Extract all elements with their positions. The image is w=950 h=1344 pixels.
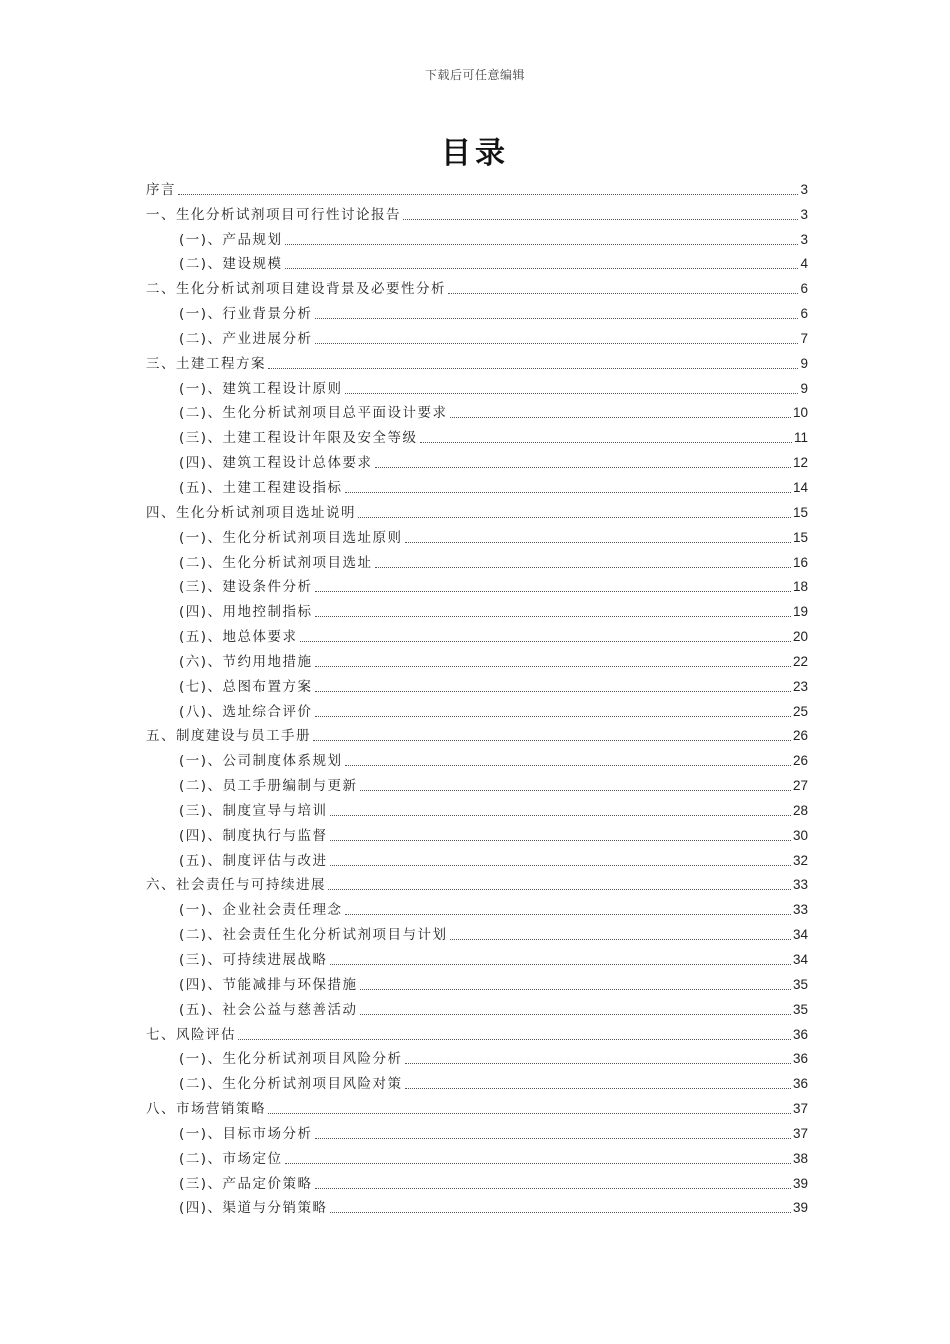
toc-entry[interactable]: [146, 1044, 808, 1069]
toc-entry-label: 八、市场营销策略: [146, 1101, 266, 1118]
toc-entry-label: (二)、社会责任生化分析试剂项目与计划: [179, 927, 448, 944]
toc-entry[interactable]: [146, 497, 808, 522]
toc-entry[interactable]: [146, 174, 808, 199]
toc-entry-label: (二)、市场定位: [179, 1150, 283, 1167]
toc-entry[interactable]: [146, 422, 808, 447]
toc-entry-page: 14: [792, 479, 808, 495]
toc-entry[interactable]: [146, 944, 808, 969]
toc-entry[interactable]: [146, 224, 808, 249]
toc-entry-page: 15: [792, 529, 808, 545]
toc-entry[interactable]: [146, 1143, 808, 1168]
toc-entry-label: (五)、制度评估与改进: [179, 852, 328, 869]
toc-leader-dots: [405, 1062, 791, 1064]
toc-entry[interactable]: [146, 1168, 808, 1193]
toc-entry-page: 35: [792, 1001, 808, 1017]
toc-entry-label: (四)、节能减排与环保措施: [179, 976, 358, 993]
toc-leader-dots: [360, 988, 791, 990]
toc-entry-label: 三、土建工程方案: [146, 355, 266, 372]
toc-leader-dots: [285, 1162, 791, 1164]
toc-entry[interactable]: [146, 820, 808, 845]
toc-entry-label: (四)、用地控制指标: [179, 604, 313, 621]
toc-entry-page: 19: [792, 604, 808, 620]
toc-entry[interactable]: [146, 870, 808, 895]
toc-entry-label: (一)、企业社会责任理念: [179, 902, 343, 919]
toc-leader-dots: [238, 1038, 791, 1040]
toc-entry-label: (三)、建设条件分析: [179, 579, 313, 596]
toc-entry-label: (五)、地总体要求: [179, 629, 298, 646]
toc-entry-label: (一)、目标市场分析: [179, 1125, 313, 1142]
toc-entry-label: 二、生化分析试剂项目建设背景及必要性分析: [146, 281, 446, 298]
toc-entry[interactable]: [146, 894, 808, 919]
toc-entry[interactable]: [146, 373, 808, 398]
toc-entry-page: 4: [800, 256, 808, 272]
toc-entry-label: (一)、行业背景分析: [179, 306, 313, 323]
toc-entry-label: (二)、生化分析试剂项目风险对策: [179, 1076, 403, 1093]
toc-leader-dots: [268, 367, 798, 369]
toc-entry[interactable]: [146, 447, 808, 472]
toc-entry-page: 39: [792, 1175, 808, 1191]
toc-leader-dots: [315, 690, 791, 692]
toc-leader-dots: [285, 243, 799, 245]
toc-entry[interactable]: [146, 845, 808, 870]
toc-entry-label: 四、生化分析试剂项目选址说明: [146, 504, 356, 521]
toc-entry-page: 10: [792, 405, 808, 421]
toc-entry-page: 15: [792, 504, 808, 520]
toc-entry-page: 3: [800, 231, 808, 247]
toc-leader-dots: [330, 1211, 791, 1213]
toc-leader-dots: [330, 814, 791, 816]
toc-entry-label: (一)、公司制度体系规划: [179, 753, 343, 770]
toc-entry[interactable]: [146, 770, 808, 795]
toc-entry-label: 五、制度建设与员工手册: [146, 728, 311, 745]
toc-entry-page: 11: [793, 430, 808, 446]
toc-entry-label: (三)、制度宣导与培训: [179, 802, 328, 819]
toc-leader-dots: [315, 1187, 791, 1189]
toc-entry-page: 35: [792, 976, 808, 992]
toc-entry-page: 34: [792, 952, 808, 967]
toc-entry-page: 33: [792, 877, 808, 893]
toc-entry[interactable]: [146, 323, 808, 348]
page-title: 目录: [441, 136, 509, 171]
toc-entry[interactable]: [146, 969, 808, 994]
toc-entry[interactable]: [146, 919, 808, 944]
toc-leader-dots: [315, 342, 799, 344]
toc-entry[interactable]: [146, 1068, 808, 1093]
toc-entry-page: 37: [792, 1125, 808, 1141]
toc-entry-label: 六、社会责任与可持续进展: [146, 877, 326, 894]
toc-entry[interactable]: [146, 745, 808, 770]
toc-entry-label: (一)、生化分析试剂项目选址原则: [179, 529, 403, 546]
toc-entry-label: (四)、制度执行与监督: [179, 827, 328, 844]
toc-entry-label: (四)、建筑工程设计总体要求: [179, 455, 373, 472]
toc-entry-label: (三)、土建工程设计年限及安全等级: [179, 430, 418, 447]
toc-entry-label: (二)、建设规模: [179, 256, 283, 273]
toc-entry[interactable]: [146, 398, 808, 423]
toc-leader-dots: [420, 441, 792, 443]
toc-entry[interactable]: [146, 1193, 808, 1218]
toc-entry-label: 一、生化分析试剂项目可行性讨论报告: [146, 206, 401, 223]
toc-entry-page: 20: [792, 629, 808, 645]
toc-entry-page: 25: [792, 703, 808, 719]
toc-entry-page: 23: [792, 678, 808, 694]
toc-entry-page: 3: [800, 181, 808, 197]
toc-entry[interactable]: [146, 696, 808, 721]
toc-leader-dots: [450, 938, 791, 940]
toc-entry[interactable]: [146, 199, 808, 224]
toc-entry-page: 26: [792, 728, 808, 744]
toc-entry-label: (一)、生化分析试剂项目风险分析: [179, 1051, 403, 1068]
toc-entry-label: (二)、产业进展分析: [179, 330, 313, 347]
toc-entry-label: 序言: [146, 181, 176, 198]
toc-leader-dots: [328, 888, 791, 890]
toc-entry-page: 18: [792, 579, 808, 595]
toc-leader-dots: [330, 864, 791, 866]
toc-entry-page: 36: [792, 1026, 808, 1042]
header-note: 下载后可任意编辑: [424, 68, 525, 82]
toc-entry-label: (四)、渠道与分销策略: [179, 1200, 328, 1217]
toc-entry-page: 9: [800, 380, 808, 396]
toc-leader-dots: [358, 516, 791, 518]
toc-entry[interactable]: [146, 547, 808, 572]
toc-leader-dots: [300, 640, 791, 642]
toc-entry[interactable]: [146, 572, 808, 597]
toc-entry[interactable]: [146, 522, 808, 547]
toc-entry-page: 22: [792, 653, 808, 669]
toc-leader-dots: [330, 963, 791, 965]
toc-entry-label: (二)、员工手册编制与更新: [179, 778, 358, 795]
toc-entry-page: 9: [800, 355, 808, 371]
toc-leader-dots: [268, 1112, 791, 1114]
toc-entry-label: (二)、生化分析试剂项目总平面设计要求: [179, 405, 448, 422]
toc-entry-label: (五)、土建工程建设指标: [179, 479, 343, 496]
toc-entry-label: (二)、生化分析试剂项目选址: [179, 554, 373, 571]
toc-entry-label: (七)、总图布置方案: [179, 678, 313, 695]
toc-entry[interactable]: [146, 596, 808, 621]
table-of-contents: [146, 174, 808, 1217]
toc-leader-dots: [315, 615, 791, 617]
toc-entry-label: (六)、节约用地措施: [179, 653, 313, 670]
toc-entry-page: 30: [792, 827, 808, 843]
toc-leader-dots: [315, 1137, 791, 1139]
toc-entry[interactable]: [146, 721, 808, 746]
toc-leader-dots: [345, 913, 791, 915]
toc-entry-page: 34: [792, 927, 808, 943]
toc-entry[interactable]: [146, 1093, 808, 1118]
toc-entry[interactable]: [146, 273, 808, 298]
toc-entry-page: 27: [792, 778, 808, 794]
toc-entry-page: 3: [800, 206, 808, 222]
toc-entry-page: 36: [792, 1076, 808, 1092]
toc-entry-label: 七、风险评估: [146, 1026, 236, 1043]
toc-leader-dots: [315, 590, 791, 592]
toc-entry[interactable]: [146, 646, 808, 671]
toc-leader-dots: [315, 317, 799, 319]
toc-entry-label: (八)、选址综合评价: [179, 703, 313, 720]
toc-leader-dots: [345, 764, 791, 766]
toc-entry-label: (三)、产品定价策略: [179, 1175, 313, 1192]
toc-entry-label: (五)、社会公益与慈善活动: [179, 1001, 358, 1018]
toc-entry[interactable]: [146, 472, 808, 497]
toc-leader-dots: [450, 416, 791, 418]
toc-leader-dots: [345, 491, 791, 493]
toc-entry[interactable]: [146, 348, 808, 373]
toc-entry[interactable]: [146, 1118, 808, 1143]
toc-entry-page: 12: [792, 455, 808, 471]
toc-entry[interactable]: [146, 671, 808, 696]
toc-entry-page: 26: [792, 753, 808, 769]
toc-entry-page: 33: [792, 902, 808, 918]
toc-entry-page: 16: [792, 554, 808, 570]
toc-entry[interactable]: [146, 249, 808, 274]
toc-entry-label: (一)、建筑工程设计原则: [179, 380, 343, 397]
toc-entry-page: 7: [800, 330, 808, 346]
toc-leader-dots: [345, 392, 799, 394]
toc-leader-dots: [313, 739, 791, 741]
toc-leader-dots: [375, 466, 791, 468]
toc-entry-label: (三)、可持续进展战略: [179, 952, 328, 968]
toc-entry-page: 37: [792, 1101, 808, 1117]
toc-entry-page: 6: [800, 281, 808, 297]
toc-entry-page: 6: [800, 306, 808, 322]
toc-entry-page: 38: [792, 1150, 808, 1166]
toc-entry-page: 32: [792, 852, 808, 868]
toc-leader-dots: [178, 193, 798, 195]
toc-leader-dots: [448, 292, 798, 294]
toc-entry[interactable]: [146, 621, 808, 646]
toc-leader-dots: [405, 541, 791, 543]
toc-leader-dots: [315, 715, 791, 717]
toc-entry-page: 36: [792, 1051, 808, 1067]
toc-entry[interactable]: [146, 994, 808, 1019]
toc-leader-dots: [360, 789, 791, 791]
toc-leader-dots: [405, 1087, 791, 1089]
toc-entry[interactable]: [146, 1019, 808, 1044]
toc-leader-dots: [375, 566, 791, 568]
toc-entry[interactable]: [146, 795, 808, 820]
toc-entry-label: (一)、产品规划: [179, 231, 283, 248]
toc-entry-page: 28: [792, 802, 808, 818]
toc-leader-dots: [315, 665, 791, 667]
toc-leader-dots: [403, 218, 798, 220]
toc-leader-dots: [285, 267, 799, 269]
toc-leader-dots: [360, 1013, 791, 1015]
toc-leader-dots: [330, 839, 791, 841]
toc-entry-page: 39: [792, 1200, 808, 1216]
toc-entry[interactable]: [146, 298, 808, 323]
